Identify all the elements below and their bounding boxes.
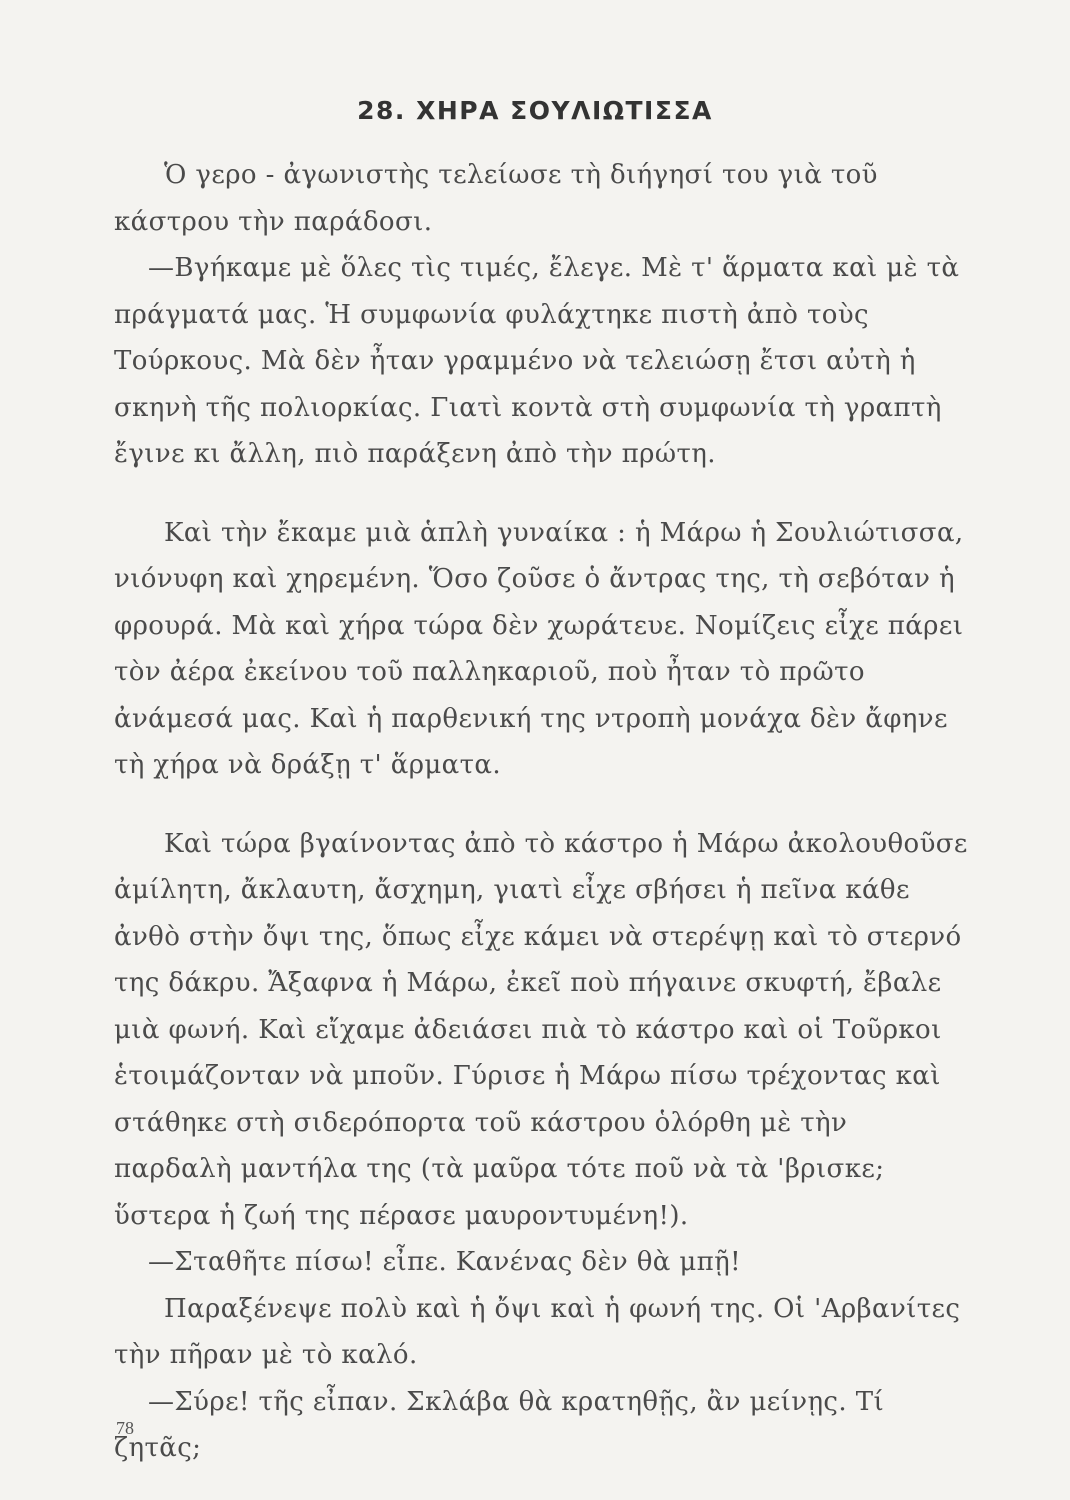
chapter-title: 28. ΧΗΡΑ ΣΟΥΛΙΩΤΙΣΣΑ <box>357 96 713 125</box>
paragraph-2: —Βγήκαμε μὲ ὅλες τὶς τιμές, ἔλεγε. Μὲ τ' ἅρματα καὶ μὲ τὰ πράγματά μας. Ἡ συμφωνία φυλάχτηκε πιστὴ ἀπὸ τοὺς Τούρκους. Μὰ δὲν ἦταν γραμμένο νὰ τελειώσῃ ἔτσι αὐτὴ ἡ σκηνὴ τῆς πολιορκίας. Γιατὶ κοντὰ στὴ συμφωνία τὴ γραπτὴ ἔγινε κι ἄλλη, πιὸ παράξενη ἀπὸ τὴν πρώτη. <box>114 253 960 469</box>
chapter-body <box>114 152 970 1472</box>
paragraph-gap <box>114 478 970 510</box>
page-number: 78 <box>116 1418 134 1438</box>
paragraph-7: —Σύρε! τῆς εἶπαν. Σκλάβα θὰ κρατηθῇς, ἂν μείνῃς. Τί ζητᾶς; <box>114 1386 885 1463</box>
paragraph-gap <box>114 789 970 821</box>
paragraph-5: —Σταθῆτε πίσω! εἶπε. Κανένας δὲν θὰ μπῇ! <box>148 1247 741 1277</box>
paragraph-4: Καὶ τώρα βγαίνοντας ἀπὸ τὸ κάστρο ἡ Μάρω ἀκολουθοῦσε ἀμίλητη, ἄκλαυτη, ἄσχημη, γιατὶ εἶχε σβήσει ἡ πεῖνα κάθε ἀνθὸ στὴν ὄψι της, ὅπως εἶχε κάμει νὰ στερέψῃ καὶ τὸ στερνό της δάκρυ. Ἄξαφνα ἡ Μάρω, ἐκεῖ ποὺ πήγαινε σκυφτή, ἔβαλε μιὰ φωνή. Καὶ εἴχαμε ἀδειάσει πιὰ τὸ κάστρο καὶ οἱ Τοῦρκοι ἑτοιμάζονταν νὰ μποῦν. Γύρισε ἡ Μάρω πίσω τρέχοντας καὶ στάθηκε στὴ σιδερόπορτα τοῦ κάστρου ὁλόρθη μὲ τὴν παρδαλὴ μαντήλα της (τὰ μαῦρα τότε ποῦ νὰ τὰ 'βρισκε; ὕστερα ἡ ζωή της πέρασε μαυροντυμένη!). <box>114 828 968 1231</box>
paragraph-6: Παραξένεψε πολὺ καὶ ἡ ὄψι καὶ ἡ φωνή της. Οἱ 'Αρβανίτες τὴν πῆραν μὲ τὸ καλό. <box>114 1293 961 1370</box>
paragraph-3: Καὶ τὴν ἔκαμε μιὰ ἁπλὴ γυναίκα : ἡ Μάρω ἡ Σουλιώτισσα, νιόνυφη καὶ χηρεμένη. Ὅσο ζοῦσε ὁ ἄντρας της, τὴ σεβόταν ἡ φρουρά. Μὰ καὶ χήρα τώρα δὲν χωράτευε. Νομίζεις εἶχε πάρει τὸν ἀέρα ἐκείνου τοῦ παλληκαριοῦ, ποὺ ἦταν τὸ πρῶτο ἀνάμεσά μας. Καὶ ἡ παρθενική της ντροπὴ μονάχα δὲν ἄφηνε τὴ χήρα νὰ δράξῃ τ' ἅρματα. <box>114 517 964 780</box>
paragraph-1: Ὁ γερο - ἀγωνιστὴς τελείωσε τὴ διήγησί του γιὰ τοῦ κάστρου τὴν παράδοσι. <box>114 160 878 237</box>
